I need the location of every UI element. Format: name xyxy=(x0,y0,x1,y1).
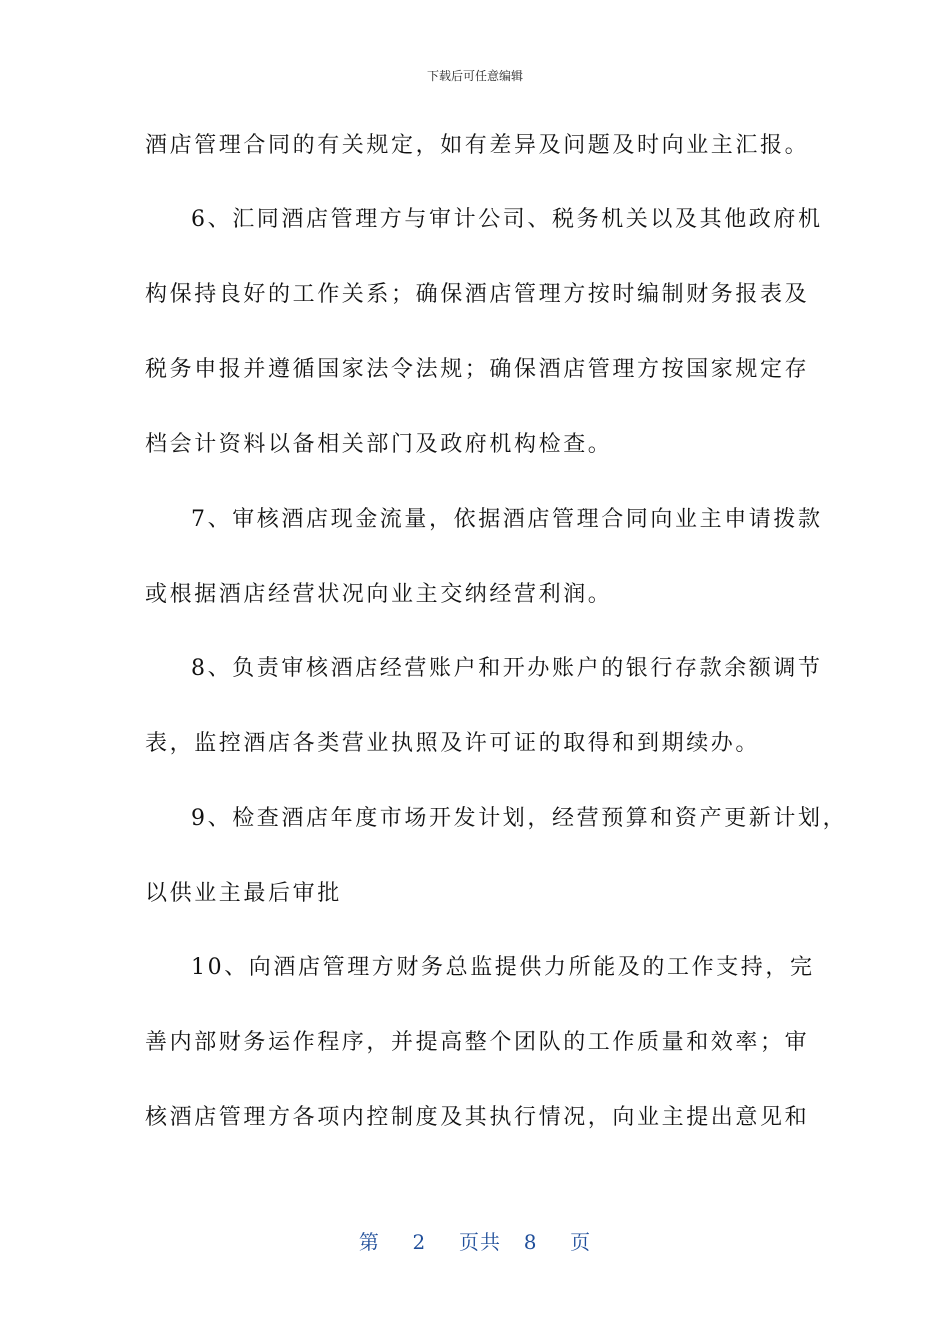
text-line: 7、审核酒店现金流量，依据酒店管理合同向业主申请拨款 xyxy=(191,507,823,532)
page-footer xyxy=(0,1226,950,1255)
text-line: 善内部财务运作程序，并提高整个团队的工作质量和效率；审 xyxy=(145,1030,810,1055)
text-line: 表，监控酒店各类营业执照及许可证的取得和到期续办。 xyxy=(145,731,761,756)
text-line: 8、负责审核酒店经营账户和开办账户的银行存款余额调节 xyxy=(191,656,823,681)
text-line: 9、检查酒店年度市场开发计划，经营预算和资产更新计划， xyxy=(191,806,848,831)
text-line: 构保持良好的工作关系；确保酒店管理方按时编制财务报表及 xyxy=(145,282,810,307)
text-line: 核酒店管理方各项内控制度及其执行情况，向业主提出意见和 xyxy=(145,1105,810,1130)
text-line: 以供业主最后审批 xyxy=(145,881,342,906)
page-header: 下载后可任意编辑 xyxy=(426,69,523,83)
text-line: 税务申报并遵循国家法令法规；确保酒店管理方按国家规定存 xyxy=(145,357,810,382)
text-line: 10、向酒店管理方财务总监提供力所能及的工作支持，完 xyxy=(191,955,815,980)
page-total: 8 xyxy=(523,1230,538,1254)
text-line: 档会计资料以备相关部门及政府机构检查。 xyxy=(145,432,613,457)
footer-prefix: 第 xyxy=(358,1230,380,1254)
footer-suffix: 页 xyxy=(570,1230,592,1254)
page-number: 2 xyxy=(412,1230,427,1254)
text-line: 6、汇同酒店管理方与审计公司、税务机关以及其他政府机 xyxy=(191,207,823,232)
footer-middle: 页共 xyxy=(459,1230,501,1254)
text-line: 酒店管理合同的有关规定，如有差异及问题及时向业主汇报。 xyxy=(145,133,810,158)
text-line: 或根据酒店经营状况向业主交纳经营利润。 xyxy=(145,582,613,607)
